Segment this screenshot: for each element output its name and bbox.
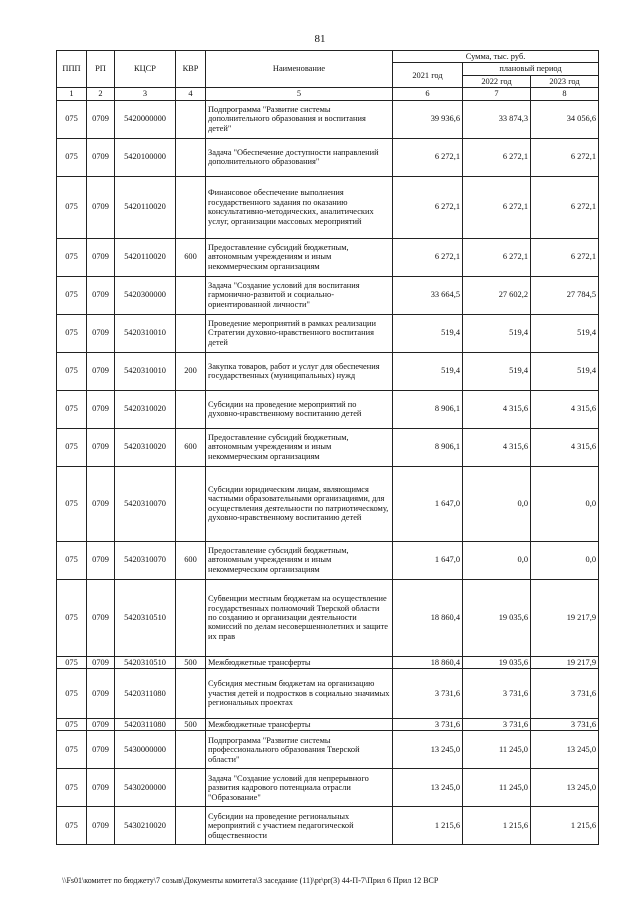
- table-row: [57, 656, 599, 668]
- cell-name: Задача "Создание условий для воспитания гармонично-развитой и социально-ориентированной личности": [206, 276, 393, 314]
- cell-2021: 8 906,1: [393, 428, 463, 466]
- cell-kcsr: 5420311080: [115, 669, 176, 719]
- cell-2023: 519,4: [531, 314, 599, 352]
- cell-kvr: 600: [176, 428, 206, 466]
- cell-ppp: 075: [57, 719, 87, 731]
- col-number: 1: [57, 88, 87, 100]
- cell-2022: 3 731,6: [463, 719, 531, 731]
- cell-kvr: 600: [176, 541, 206, 579]
- header-year-2023: 2023 год: [531, 75, 599, 87]
- cell-kvr: [176, 466, 206, 541]
- cell-kcsr: 5420000000: [115, 100, 176, 138]
- header-name: Наименование: [206, 51, 393, 88]
- cell-name: Субсидия местным бюджетам на организацию участия детей и подростков в социально значимых региональных проектах: [206, 669, 393, 719]
- cell-2023: 13 245,0: [531, 731, 599, 769]
- table-row: [57, 428, 599, 466]
- cell-kvr: [176, 176, 206, 238]
- cell-kvr: 600: [176, 238, 206, 276]
- cell-2021: 33 664,5: [393, 276, 463, 314]
- table-row: [57, 100, 599, 138]
- cell-rp: 0709: [87, 769, 115, 807]
- cell-2023: 6 272,1: [531, 138, 599, 176]
- cell-2021: 1 647,0: [393, 466, 463, 541]
- cell-kvr: 200: [176, 352, 206, 390]
- cell-2022: 1 215,6: [463, 807, 531, 845]
- cell-kvr: [176, 138, 206, 176]
- cell-ppp: 075: [57, 669, 87, 719]
- cell-2021: 1 647,0: [393, 541, 463, 579]
- cell-ppp: 075: [57, 176, 87, 238]
- cell-kvr: [176, 807, 206, 845]
- cell-ppp: 075: [57, 807, 87, 845]
- cell-name: Предоставление субсидий бюджетным, автономным учреждениям и иным некоммерческим организациям: [206, 238, 393, 276]
- cell-name: Межбюджетные трансферты: [206, 719, 393, 731]
- cell-2022: 6 272,1: [463, 176, 531, 238]
- cell-kcsr: 5430000000: [115, 731, 176, 769]
- header-year-2022: 2022 год: [463, 75, 531, 87]
- cell-name: Субсидии на проведение региональных мероприятий с участием педагогической общественности: [206, 807, 393, 845]
- cell-ppp: 075: [57, 579, 87, 656]
- cell-2022: 3 731,6: [463, 669, 531, 719]
- cell-kcsr: 5420310510: [115, 579, 176, 656]
- table-row: [57, 541, 599, 579]
- cell-ppp: 075: [57, 769, 87, 807]
- cell-rp: 0709: [87, 719, 115, 731]
- cell-rp: 0709: [87, 352, 115, 390]
- file-path-footer: \\Fs01\комитет по бюджету\7 созыв\Документы комитета\3 заседание (11)\pr\pr(3) 44-П-7\Прил 6 Прил 12 ВСР: [62, 876, 439, 885]
- cell-2023: 0,0: [531, 541, 599, 579]
- cell-2023: 4 315,6: [531, 390, 599, 428]
- cell-2022: 11 245,0: [463, 731, 531, 769]
- cell-kvr: [176, 669, 206, 719]
- cell-kcsr: 5420300000: [115, 276, 176, 314]
- cell-2021: 39 936,6: [393, 100, 463, 138]
- cell-2022: 11 245,0: [463, 769, 531, 807]
- col-number: 2: [87, 88, 115, 100]
- cell-kcsr: 5420310020: [115, 390, 176, 428]
- cell-ppp: 075: [57, 276, 87, 314]
- cell-2023: 0,0: [531, 466, 599, 541]
- header-ppp: ППП: [57, 51, 87, 88]
- header-year-2021: 2021 год: [393, 63, 463, 88]
- header-rp: РП: [87, 51, 115, 88]
- cell-name: Предоставление субсидий бюджетным, автономным учреждениям и иным некоммерческим организациям: [206, 541, 393, 579]
- cell-ppp: 075: [57, 541, 87, 579]
- cell-2022: 6 272,1: [463, 238, 531, 276]
- cell-kvr: [176, 579, 206, 656]
- cell-kvr: 500: [176, 656, 206, 668]
- cell-name: Субсидии на проведение мероприятий по духовно-нравственному воспитанию детей: [206, 390, 393, 428]
- col-number: 5: [206, 88, 393, 100]
- cell-kvr: [176, 314, 206, 352]
- cell-2023: 6 272,1: [531, 238, 599, 276]
- cell-rp: 0709: [87, 238, 115, 276]
- cell-2021: 519,4: [393, 352, 463, 390]
- cell-name: Предоставление субсидий бюджетным, автономным учреждениям и иным некоммерческим организациям: [206, 428, 393, 466]
- cell-ppp: 075: [57, 314, 87, 352]
- header-plan-period: плановый период: [463, 63, 599, 75]
- table-row: [57, 731, 599, 769]
- cell-2023: 34 056,6: [531, 100, 599, 138]
- cell-rp: 0709: [87, 807, 115, 845]
- cell-2022: 33 874,3: [463, 100, 531, 138]
- cell-kvr: [176, 100, 206, 138]
- cell-name: Задача "Создание условий для непрерывного развития кадрового потенциала отрасли "Образование": [206, 769, 393, 807]
- cell-name: Субвенции местным бюджетам на осуществление государственных полномочий Тверской области по созданию и организации деятельности комиссий по делам несовершеннолетних и защите их прав: [206, 579, 393, 656]
- cell-kvr: [176, 276, 206, 314]
- cell-rp: 0709: [87, 541, 115, 579]
- cell-kvr: [176, 390, 206, 428]
- cell-2021: 8 906,1: [393, 390, 463, 428]
- cell-2022: 27 602,2: [463, 276, 531, 314]
- cell-2023: 1 215,6: [531, 807, 599, 845]
- cell-kcsr: 5420310070: [115, 466, 176, 541]
- cell-name: Подпрограмма "Развитие системы дополнительного образования и воспитания детей": [206, 100, 393, 138]
- cell-name: Задача "Обеспечение доступности направлений дополнительного образования": [206, 138, 393, 176]
- cell-kvr: [176, 731, 206, 769]
- table-row: [57, 669, 599, 719]
- cell-2022: 6 272,1: [463, 138, 531, 176]
- budget-table: [56, 50, 599, 845]
- table-row: [57, 390, 599, 428]
- cell-2021: 18 860,4: [393, 579, 463, 656]
- cell-ppp: 075: [57, 238, 87, 276]
- cell-2023: 19 217,9: [531, 656, 599, 668]
- cell-kcsr: 5420310010: [115, 352, 176, 390]
- cell-kcsr: 5420110020: [115, 176, 176, 238]
- cell-ppp: 075: [57, 466, 87, 541]
- cell-2022: 19 035,6: [463, 656, 531, 668]
- table-row: [57, 238, 599, 276]
- table-row: [57, 466, 599, 541]
- cell-2021: 13 245,0: [393, 731, 463, 769]
- cell-kcsr: 5420110020: [115, 238, 176, 276]
- cell-kcsr: 5420310010: [115, 314, 176, 352]
- cell-2021: 6 272,1: [393, 176, 463, 238]
- cell-kcsr: 5430210020: [115, 807, 176, 845]
- cell-rp: 0709: [87, 656, 115, 668]
- cell-2023: 19 217,9: [531, 579, 599, 656]
- table-row: [57, 314, 599, 352]
- cell-kcsr: 5420311080: [115, 719, 176, 731]
- col-number: 7: [463, 88, 531, 100]
- cell-2021: 6 272,1: [393, 238, 463, 276]
- cell-2023: 13 245,0: [531, 769, 599, 807]
- cell-rp: 0709: [87, 314, 115, 352]
- cell-2023: 27 784,5: [531, 276, 599, 314]
- cell-2023: 3 731,6: [531, 669, 599, 719]
- cell-ppp: 075: [57, 100, 87, 138]
- cell-rp: 0709: [87, 731, 115, 769]
- cell-name: Подпрограмма "Развитие системы профессионального образования Тверской области": [206, 731, 393, 769]
- col-number: 6: [393, 88, 463, 100]
- cell-rp: 0709: [87, 390, 115, 428]
- col-number: 3: [115, 88, 176, 100]
- cell-2023: 519,4: [531, 352, 599, 390]
- cell-rp: 0709: [87, 466, 115, 541]
- cell-2023: 6 272,1: [531, 176, 599, 238]
- cell-ppp: 075: [57, 656, 87, 668]
- cell-2021: 3 731,6: [393, 669, 463, 719]
- cell-name: Закупка товаров, работ и услуг для обеспечения государственных (муниципальных) нужд: [206, 352, 393, 390]
- cell-rp: 0709: [87, 428, 115, 466]
- cell-ppp: 075: [57, 138, 87, 176]
- cell-kcsr: 5420310020: [115, 428, 176, 466]
- table-row: [57, 352, 599, 390]
- cell-kcsr: 5420310070: [115, 541, 176, 579]
- table-row: [57, 769, 599, 807]
- table-row: [57, 807, 599, 845]
- cell-2022: 519,4: [463, 352, 531, 390]
- header-kvr: КВР: [176, 51, 206, 88]
- cell-2022: 519,4: [463, 314, 531, 352]
- table-row: [57, 719, 599, 731]
- cell-rp: 0709: [87, 276, 115, 314]
- cell-2022: 19 035,6: [463, 579, 531, 656]
- col-number: 4: [176, 88, 206, 100]
- cell-rp: 0709: [87, 579, 115, 656]
- col-number: 8: [531, 88, 599, 100]
- cell-2023: 4 315,6: [531, 428, 599, 466]
- table-body: [57, 100, 599, 845]
- cell-2022: 4 315,6: [463, 428, 531, 466]
- cell-kvr: [176, 769, 206, 807]
- cell-rp: 0709: [87, 669, 115, 719]
- cell-2022: 4 315,6: [463, 390, 531, 428]
- cell-2022: 0,0: [463, 541, 531, 579]
- header-kcsr: КЦСР: [115, 51, 176, 88]
- cell-rp: 0709: [87, 176, 115, 238]
- table-row: [57, 579, 599, 656]
- cell-name: Проведение мероприятий в рамках реализации Стратегии духовно-нравственного воспитания детей: [206, 314, 393, 352]
- cell-name: Субсидии юридическим лицам, являющимся частными образовательными организациями, для осуществления деятельности по патриотическому, духовно-нравственному воспитанию детей: [206, 466, 393, 541]
- cell-ppp: 075: [57, 352, 87, 390]
- table-row: [57, 276, 599, 314]
- cell-2023: 3 731,6: [531, 719, 599, 731]
- cell-kvr: 500: [176, 719, 206, 731]
- cell-name: Межбюджетные трансферты: [206, 656, 393, 668]
- cell-kcsr: 5420100000: [115, 138, 176, 176]
- cell-2022: 0,0: [463, 466, 531, 541]
- cell-ppp: 075: [57, 428, 87, 466]
- cell-2021: 3 731,6: [393, 719, 463, 731]
- page-number: 81: [314, 33, 326, 45]
- cell-2021: 13 245,0: [393, 769, 463, 807]
- table-row: [57, 138, 599, 176]
- cell-2021: 519,4: [393, 314, 463, 352]
- cell-ppp: 075: [57, 390, 87, 428]
- cell-rp: 0709: [87, 100, 115, 138]
- cell-kcsr: 5420310510: [115, 656, 176, 668]
- cell-name: Финансовое обеспечение выполнения государственного задания по оказанию консультативно-методических, аналитических услуг, организации массовых мероприятий: [206, 176, 393, 238]
- cell-2021: 18 860,4: [393, 656, 463, 668]
- cell-2021: 1 215,6: [393, 807, 463, 845]
- cell-rp: 0709: [87, 138, 115, 176]
- cell-ppp: 075: [57, 731, 87, 769]
- cell-2021: 6 272,1: [393, 138, 463, 176]
- cell-kcsr: 5430200000: [115, 769, 176, 807]
- header-sum-title: Сумма, тыс. руб.: [393, 51, 599, 63]
- table-row: [57, 176, 599, 238]
